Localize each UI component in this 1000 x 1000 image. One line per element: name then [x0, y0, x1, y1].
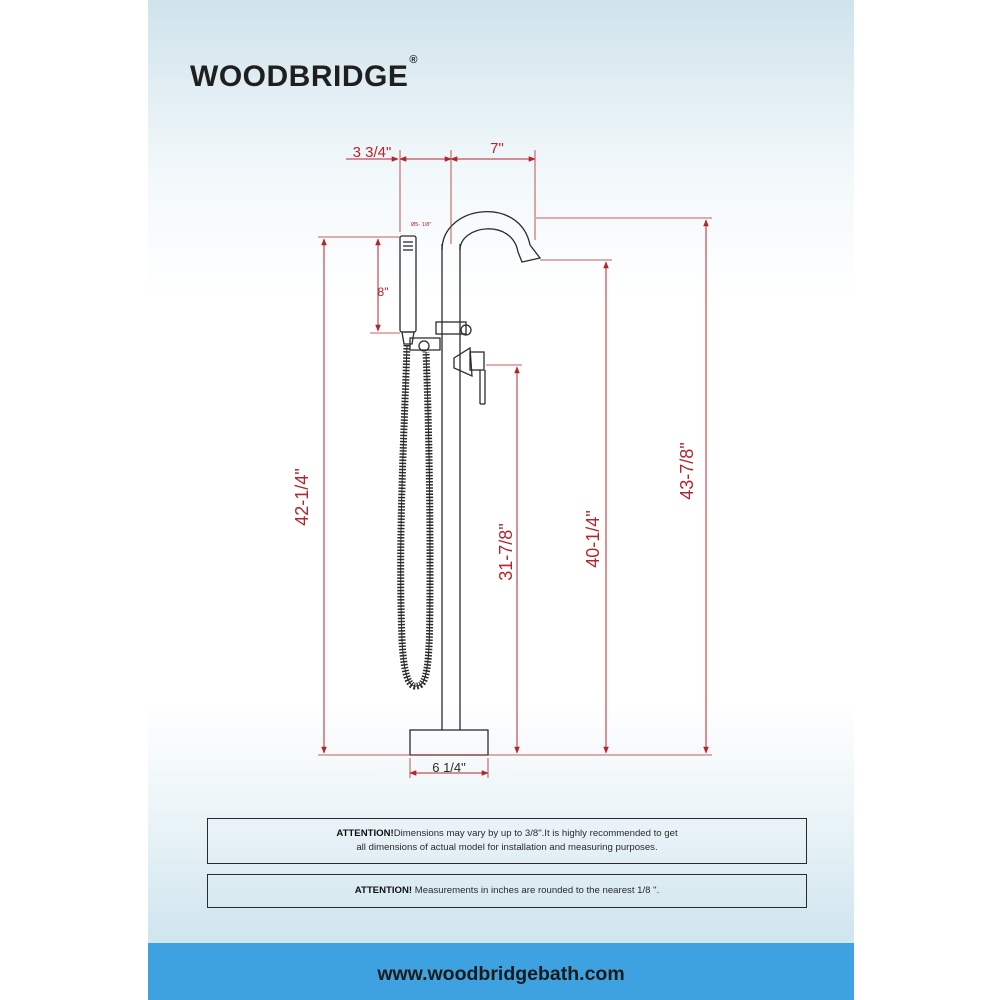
notice-line-1 — [208, 827, 806, 841]
brand-name: WOODBRIDGE — [190, 60, 409, 93]
faucet-body — [400, 212, 540, 755]
attention-notice-rounding — [207, 874, 807, 908]
notice-text: Measurements in inches are rounded to the nearest 1/8 ". — [412, 885, 660, 896]
dim-base-width: 6 1/4" — [432, 760, 466, 775]
braided-hose — [401, 345, 430, 686]
dim-spout-reach: 7" — [490, 140, 504, 157]
dim-handshower-diameter: Ø5- 1/8" — [411, 222, 432, 228]
notice-text: Dimensions may vary by up to 3/8".It is highly recommended to get — [393, 828, 678, 839]
dim-spout-outlet-height: 40-1/4" — [583, 510, 603, 568]
registered-mark: ® — [409, 54, 418, 66]
website-link[interactable]: www.woodbridgebath.com — [377, 963, 625, 985]
notice-label: ATTENTION! — [336, 828, 394, 839]
dim-overall-height: 43-7/8" — [677, 442, 697, 500]
attention-notice-dimensions — [207, 818, 807, 864]
footer-bar — [148, 943, 854, 1000]
dim-handle-height: 31-7/8" — [496, 523, 516, 581]
notice-label: ATTENTION! — [354, 885, 413, 896]
dim-handshower-offset: 3 3/4" — [352, 144, 392, 161]
dim-handshower-length: 8" — [377, 285, 389, 299]
dim-handshower-cradle-height: 42-1/4" — [292, 468, 312, 526]
dimension-arrows — [324, 159, 706, 773]
notice-line-2: all dimensions of actual model for installation and measuring purposes. — [356, 842, 658, 853]
